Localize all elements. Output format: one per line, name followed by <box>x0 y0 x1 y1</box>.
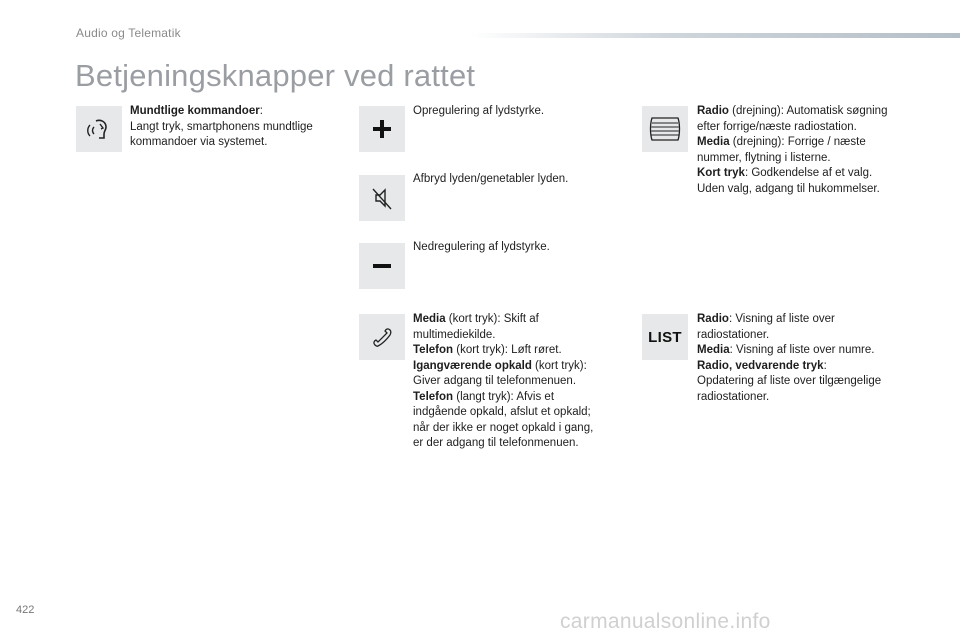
list-hold-line3: radiostationer. <box>697 390 770 403</box>
minus-icon <box>359 243 405 289</box>
wheel-radio-label: Radio <box>697 105 729 117</box>
phone-ongoing-line2: Giver adgang til telefonmenuen. <box>413 375 577 387</box>
wheel-radio-line2: efter forrige/næste radiostation. <box>697 120 857 133</box>
thumbwheel-icon <box>642 106 688 152</box>
section-label: Audio og Telematik <box>76 26 181 40</box>
phone-media-line2: multimediekilde. <box>413 328 496 341</box>
list-text <box>697 312 917 405</box>
wheel-media-desc: (drejning): Forrige / næste <box>729 136 866 148</box>
phone-tel-desc: (kort tryk): Løft røret. <box>453 344 562 356</box>
list-radio-line2: radiostationer. <box>697 328 770 341</box>
mute-icon <box>359 175 405 221</box>
phone-media-desc: (kort tryk): Skift af <box>445 313 539 325</box>
list-radio-label: Radio <box>697 313 729 325</box>
page-title: Betjeningsknapper ved rattet <box>75 58 476 93</box>
phone-tel2-label: Telefon <box>413 390 454 403</box>
phone-tel2-line3: når der ikke er noget opkald i gang, <box>413 421 594 434</box>
page-number: 422 <box>16 604 35 616</box>
header-bar <box>470 33 960 38</box>
wheel-media-line2: nummer, flytning i listerne. <box>697 151 831 164</box>
wheel-short-label: Kort tryk <box>697 167 745 179</box>
list-hold-desc: : <box>823 359 827 372</box>
voice-line2: Langt tryk, smartphonens mundtlige <box>130 120 313 133</box>
phone-tel2-desc: (langt tryk): Afvis et <box>453 390 555 403</box>
wheel-short-line2: Uden valg, adgang til hukommelser. <box>697 182 880 195</box>
wheel-short-desc: : Godkendelse af et valg. <box>744 167 873 179</box>
phone-tel-label: Telefon <box>413 344 454 356</box>
wheel-radio-desc: (drejning): Automatisk søgning <box>728 105 888 117</box>
phone-tel2-line2: indgående opkald, afslut et opkald; <box>413 406 591 418</box>
voice-command-title: Mundtlige kommandoer <box>130 105 260 117</box>
list-icon-label: LIST <box>648 328 682 346</box>
list-radio-desc: : Visning af liste over <box>728 313 835 325</box>
phone-tel2-line4: er der adgang til telefonmenuen. <box>413 437 579 449</box>
phone-media-label: Media <box>413 313 446 325</box>
phone-ongoing-desc: (kort tryk): <box>531 359 587 372</box>
phone-icon <box>359 314 405 360</box>
volume-down-text: Nedregulering af lydstyrke. <box>413 241 550 253</box>
phone-text <box>413 312 623 452</box>
voice-command-icon <box>76 106 122 152</box>
mute-text: Afbryd lyden/genetabler lyden. <box>413 173 569 185</box>
voice-colon: : <box>259 105 263 117</box>
voice-command-text <box>130 104 340 151</box>
thumbwheel-text <box>697 104 917 197</box>
volume-up-text: Opregulering af lydstyrke. <box>413 105 545 117</box>
list-hold-line2: Opdatering af liste over tilgængelige <box>697 375 882 387</box>
list-media-desc: : Visning af liste over numre. <box>729 344 875 356</box>
list-icon <box>642 314 688 360</box>
list-media-label: Media <box>697 344 730 356</box>
watermark: carmanualsonline.info <box>560 610 771 633</box>
voice-line3: kommandoer via systemet. <box>130 136 268 148</box>
list-hold-label: Radio, vedvarende tryk <box>697 359 824 372</box>
phone-ongoing-label: Igangværende opkald <box>413 359 532 372</box>
plus-icon <box>359 106 405 152</box>
wheel-media-label: Media <box>697 136 730 148</box>
